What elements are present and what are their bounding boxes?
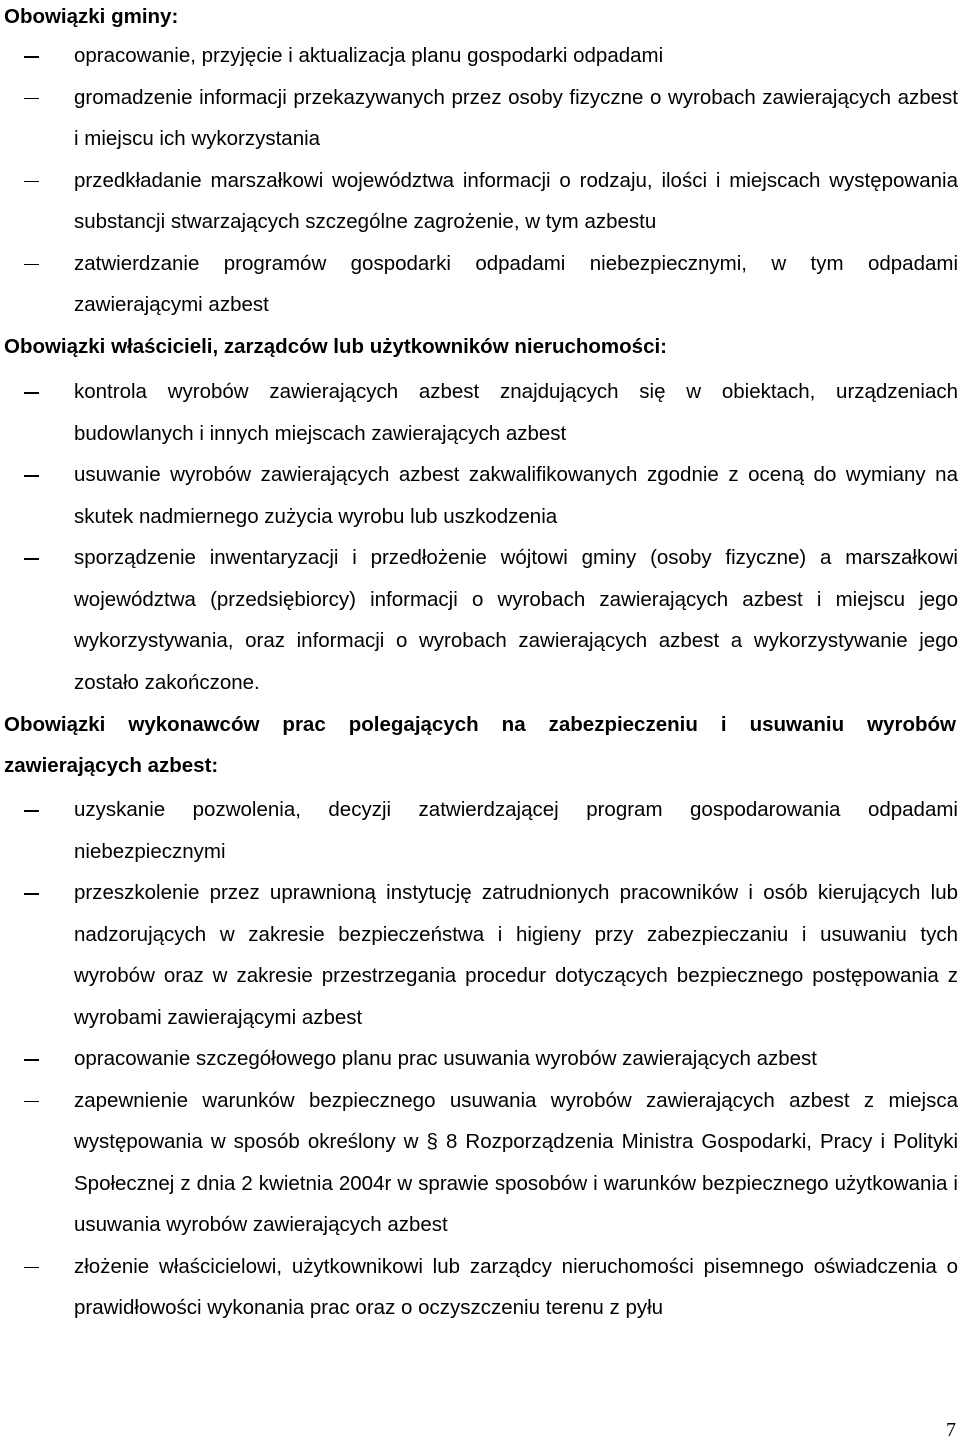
section-list-wykonawcy — [0, 789, 960, 1329]
section-heading-gmina: Obowiązki gminy: — [4, 5, 179, 28]
section-heading-wykonawcy: Obowiązki wykonawców prac polegających na zabezpieczeniu i usuwaniu wyrobów zawierających azbest: — [4, 713, 956, 777]
list-item: przeszkolenie przez uprawnioną instytucję zatrudnionych pracowników i osób kierujących lub nadzorujących w zakresie bezpieczeństwa i higieny przy zabezpieczaniu i usuwaniu tych wyrobów oraz w zakresie przestrzegania procedur dotyczących bezpiecznego postępowania z wyrobami zawierającymi azbest — [74, 881, 958, 1029]
list-item: sporządzenie inwentaryzacji i przedłożenie wójtowi gminy (osoby fizyczne) a marszałkowi województwa (przedsiębiorcy) informacji o wyrobach zawierających azbest i miejscu jego wykorzystywania, oraz informacji o wyrobach zawierających azbest a wykorzystywanie jego zostało zakończone. — [74, 546, 958, 694]
list-item: gromadzenie informacji przekazywanych przez osoby fizyczne o wyrobach zawierających azbest i miejscu ich wykorzystania — [74, 85, 958, 150]
section-list-wlasciciele — [0, 371, 960, 703]
list-item: zapewnienie warunków bezpiecznego usuwania wyrobów zawierających azbest z miejsca występowania w sposób określony w § 8 Rozporządzenia Ministra Gospodarki, Pracy i Polityki Społecznej z dnia 2 kwietnia 2004r w sprawie sposobów i warunków bezpiecznego użytkowania i usuwania wyrobów zawierających azbest — [74, 1088, 958, 1236]
section-heading-wlasciciele: Obowiązki właścicieli, zarządców lub użytkowników nieruchomości: — [4, 335, 667, 358]
list-item: kontrola wyrobów zawierających azbest znajdujących się w obiektach, urządzeniach budowlanych i innych miejscach zawierających azbest — [74, 380, 958, 445]
list-item: uzyskanie pozwolenia, decyzji zatwierdzającej program gospodarowania odpadami niebezpiecznymi — [74, 798, 958, 863]
list-item: przedkładanie marszałkowi województwa informacji o rodzaju, ilości i miejscach występowania substancji stwarzających szczególne zagrożenie, w tym azbestu — [74, 168, 958, 233]
list-item: usuwanie wyrobów zawierających azbest zakwalifikowanych zgodnie z oceną do wymiany na skutek nadmiernego zużycia wyrobu lub uszkodzenia — [74, 463, 958, 528]
list-item: opracowanie szczegółowego planu prac usuwania wyrobów zawierających azbest — [74, 1047, 817, 1070]
list-item: złożenie właścicielowi, użytkownikowi lub zarządcy nieruchomości pisemnego oświadczenia o prawidłowości wykonania prac oraz o oczyszczeniu terenu z pyłu — [74, 1254, 958, 1319]
list-item: opracowanie, przyjęcie i aktualizacja planu gospodarki odpadami — [74, 44, 664, 67]
page-number: 7 — [946, 1419, 956, 1441]
section-list-gmina — [0, 35, 960, 326]
list-item: zatwierdzanie programów gospodarki odpadami niebezpiecznymi, w tym odpadami zawierającymi azbest — [74, 251, 958, 316]
